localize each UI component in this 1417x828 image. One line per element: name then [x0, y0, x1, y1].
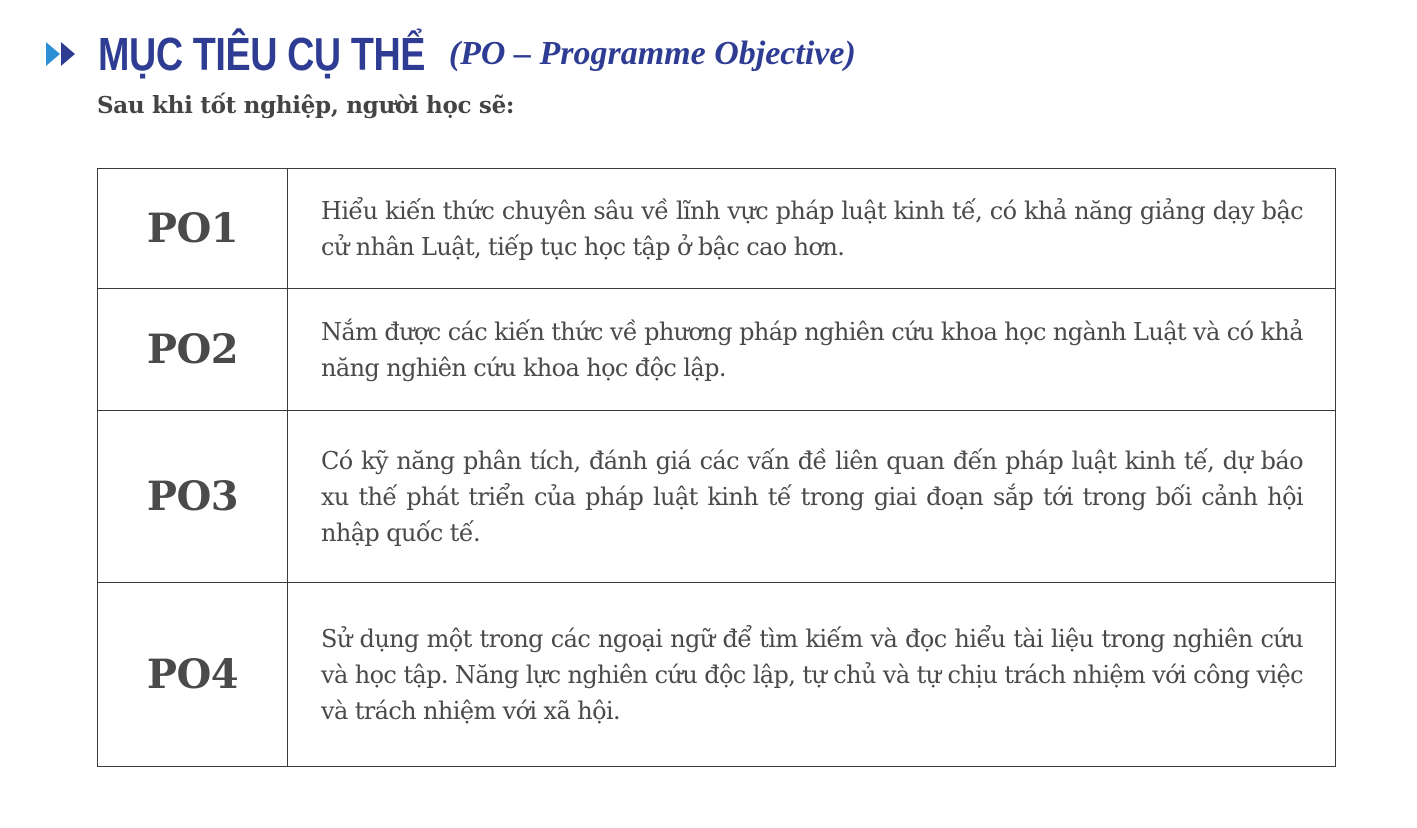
intro-text: Sau khi tốt nghiệp, người học sẽ: — [97, 92, 515, 119]
double-triangle-right-icon — [44, 39, 80, 69]
section-header — [44, 18, 856, 90]
objective-description: Hiểu kiến thức chuyên sâu về lĩnh vực pháp luật kinh tế, có khả năng giảng dạy bậc cử nhân Luật, tiếp tục học tập ở bậc cao hơn. — [288, 169, 1336, 289]
page-title: MỤC TIÊU CỤ THỂ — [98, 28, 426, 80]
table-row — [98, 583, 1336, 767]
objective-description: Sử dụng một trong các ngoại ngữ để tìm kiếm và đọc hiểu tài liệu trong nghiên cứu và học tập. Năng lực nghiên cứu độc lập, tự chủ và tự chịu trách nhiệm với công việc và trách nhiệm với xã hội. — [288, 583, 1336, 767]
objective-code: PO4 — [98, 583, 288, 767]
table-row — [98, 289, 1336, 411]
objective-code: PO1 — [98, 169, 288, 289]
objectives-table — [97, 168, 1336, 767]
table-row — [98, 169, 1336, 289]
objective-code: PO3 — [98, 411, 288, 583]
objective-code: PO2 — [98, 289, 288, 411]
table-row — [98, 411, 1336, 583]
objective-description: Nắm được các kiến thức về phương pháp nghiên cứu khoa học ngành Luật và có khả năng nghiên cứu khoa học độc lập. — [288, 289, 1336, 411]
objective-description: Có kỹ năng phân tích, đánh giá các vấn đề liên quan đến pháp luật kinh tế, dự báo xu thế phát triển của pháp luật kinh tế trong giai đoạn sắp tới trong bối cảnh hội nhập quốc tế. — [288, 411, 1336, 583]
page-subtitle: (PO – Programme Objective) — [448, 35, 856, 72]
